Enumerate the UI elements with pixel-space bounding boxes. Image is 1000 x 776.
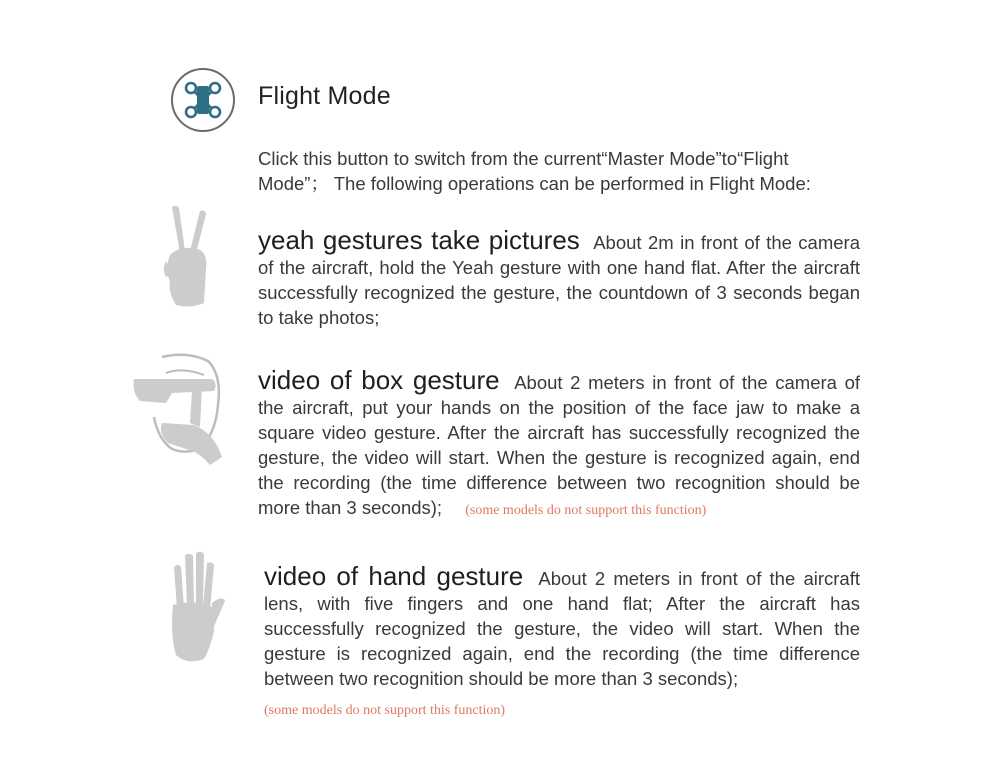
section-body: About 2 meters in front of the aircraft lens, with five fingers and one hand flat; After the aircraft has successfully recognized the gesture, the video will start. When the gesture is recognized again, end the recording (the time difference between two recognition should be more than 3 seconds); — [264, 568, 860, 689]
section-heading: yeah gestures take pictures — [258, 225, 580, 255]
support-note: (some models do not support this function) — [465, 503, 707, 518]
page-title: Flight Mode — [258, 82, 391, 110]
section-box-gesture — [258, 366, 860, 523]
drone-icon — [170, 67, 236, 133]
open-hand-icon — [164, 549, 226, 665]
support-note: (some models do not support this function) — [264, 703, 506, 718]
section-heading: video of hand gesture — [264, 561, 524, 591]
box-gesture-icon — [132, 353, 228, 467]
flight-mode-description: Click this button to switch from the current“Master Mode”to“Flight Mode”； The following operations can be performed in Flight Mode: — [258, 148, 811, 194]
yeah-gesture-icon — [160, 203, 212, 309]
flight-mode-button[interactable] — [170, 67, 236, 133]
section-body: About 2 meters in front of the camera of the aircraft, put your hands on the position of the face jaw to make a square video gesture. After the aircraft has successfully recognized the gesture, the video will start. When the gesture is recognized again, end the recording (the time difference between two recognition should be more than 3 seconds); — [258, 372, 860, 518]
section-body: About 2m in front of the camera of the aircraft, hold the Yeah gesture with one hand flat. After the aircraft successfully recognized the gesture, the countdown of 3 seconds began to take photos; — [258, 232, 860, 328]
section-hand-gesture — [264, 562, 860, 691]
section-yeah-gesture — [258, 226, 860, 330]
section-heading: video of box gesture — [258, 365, 500, 395]
